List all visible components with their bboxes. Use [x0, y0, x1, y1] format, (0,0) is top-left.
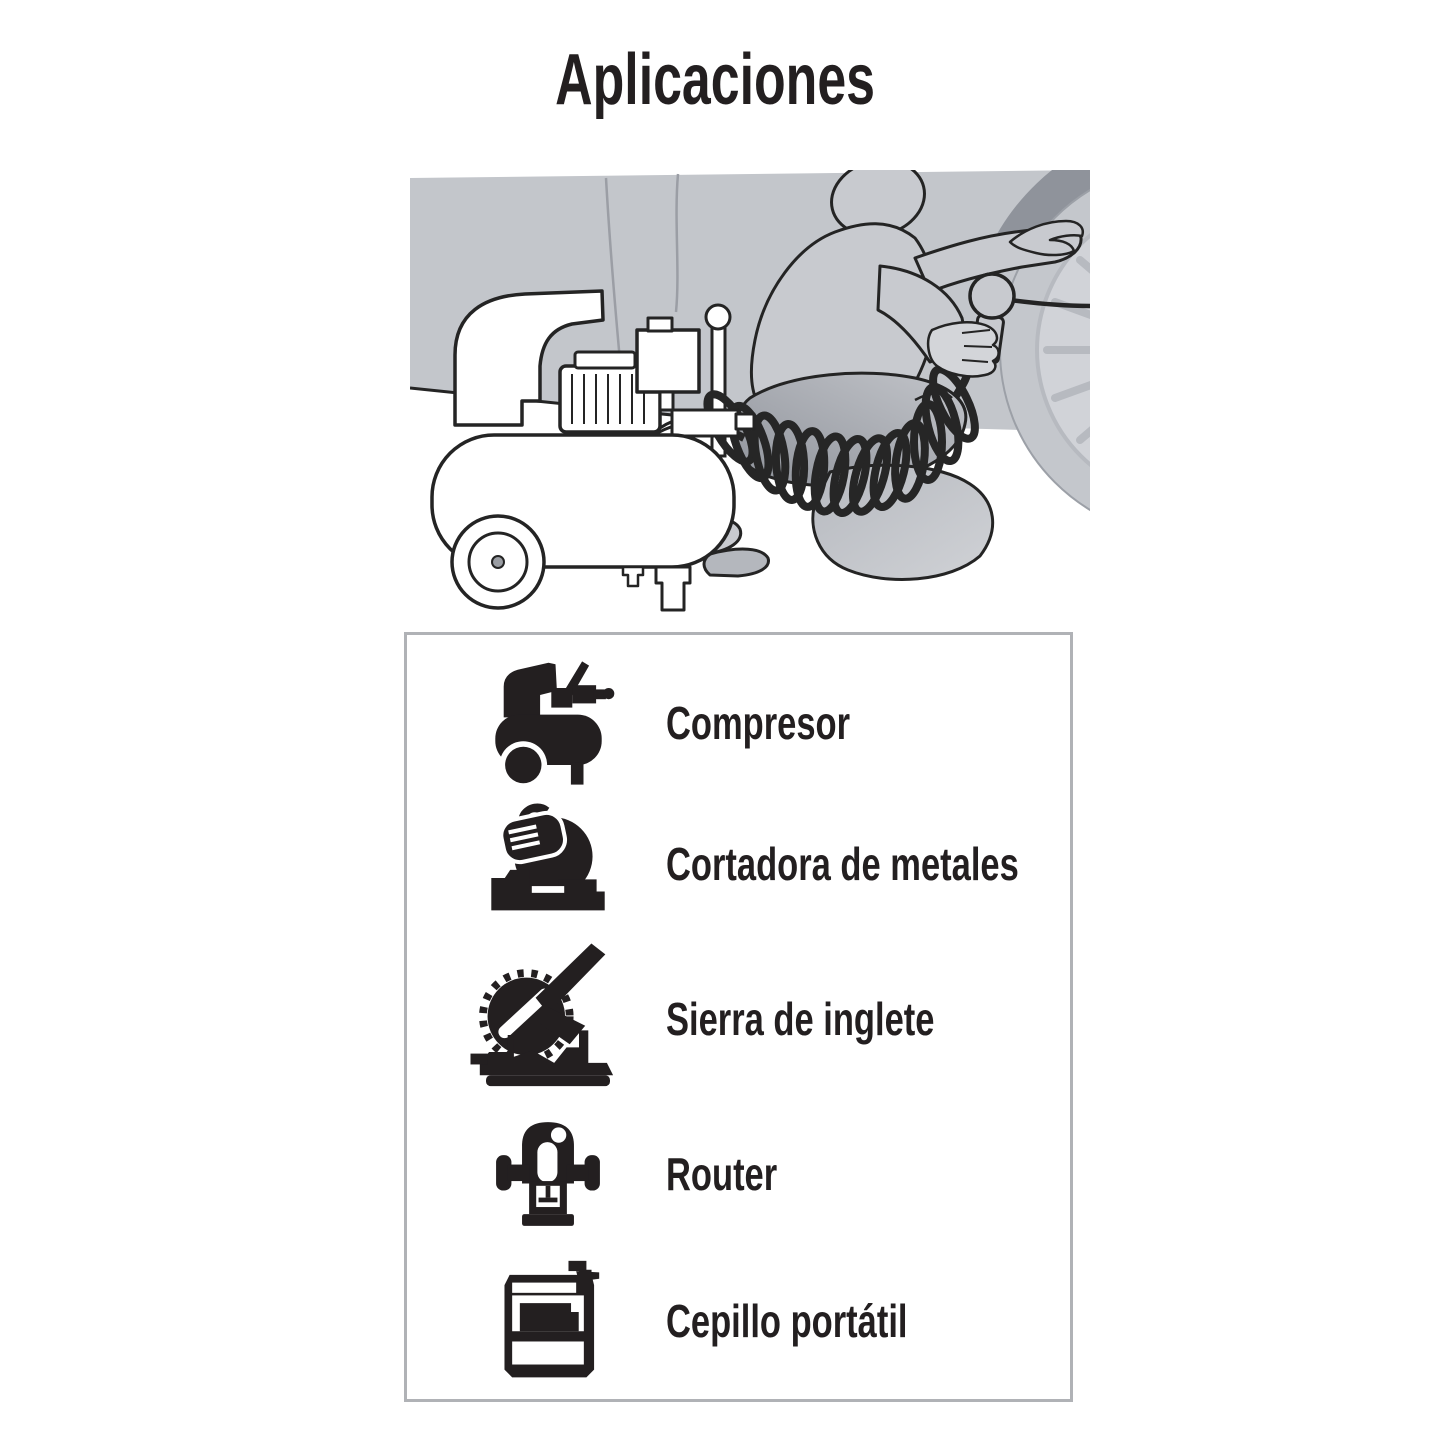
- car-door-seam-2: [676, 174, 678, 312]
- wheel-hub: [492, 556, 504, 568]
- illustration-scene: [410, 170, 1090, 622]
- page-title-text: Aplicaciones: [555, 40, 875, 120]
- outlet-fitting: [736, 414, 754, 429]
- applications-box: [404, 632, 1073, 1402]
- application-label: Cortadora de metales: [666, 837, 1019, 890]
- regulator-manifold: [672, 410, 738, 436]
- application-label: Cepillo portátil: [666, 1294, 908, 1347]
- air-compressor-icon: [407, 650, 689, 795]
- handle-ball: [706, 305, 730, 329]
- application-row: [407, 1251, 1070, 1391]
- application-row: [407, 793, 1070, 935]
- application-row: [407, 650, 1070, 795]
- pressure-switch: [637, 330, 699, 392]
- metal-cutoff-saw-icon: [407, 793, 689, 935]
- portable-planer-icon: [407, 1251, 689, 1391]
- motor-head: [575, 352, 635, 368]
- application-label: Router: [666, 1147, 778, 1200]
- router-tool-icon: [407, 1113, 689, 1235]
- switch-cap: [648, 318, 672, 331]
- application-row: [407, 933, 1070, 1105]
- miter-saw-icon: [407, 933, 689, 1105]
- gauge-head: [970, 274, 1014, 318]
- application-row: [407, 1113, 1070, 1235]
- application-label: Compresor: [666, 696, 851, 749]
- tank-foot: [656, 567, 690, 610]
- switch-nipple: [660, 392, 673, 410]
- application-label: Sierra de inglete: [666, 992, 935, 1045]
- compressor-scene-drawing: [410, 170, 1090, 622]
- drain-valve: [623, 567, 643, 586]
- page-title: [0, 40, 1430, 120]
